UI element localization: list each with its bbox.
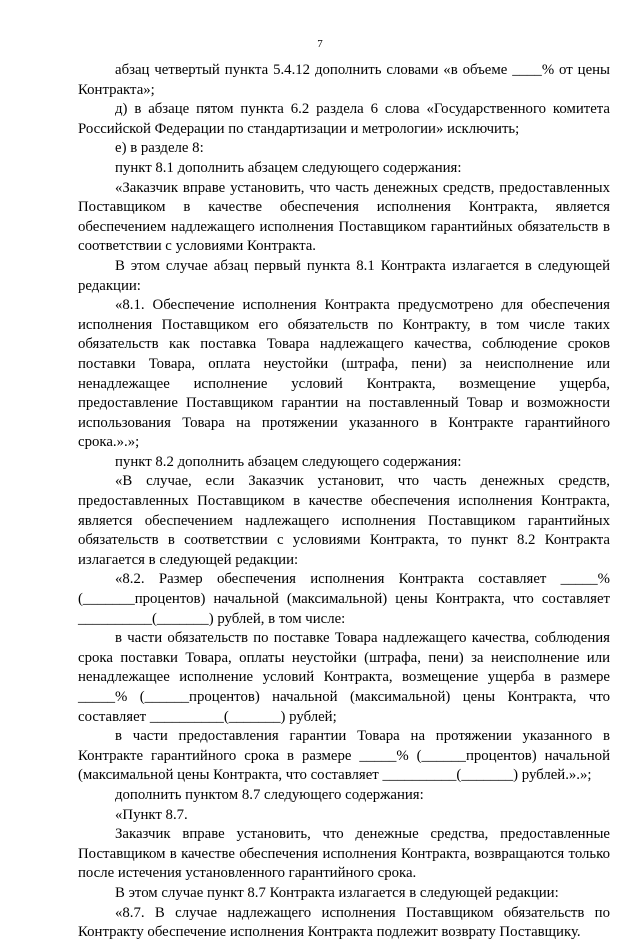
paragraph-8-2-intro: пункт 8.2 дополнить абзацем следующего содержания: (115, 453, 462, 470)
page-number: 7 (317, 38, 323, 50)
paragraph-8-1-case: В этом случае абзац первый пункта 8.1 Контракта излагается в следующей редакции: (78, 257, 610, 294)
paragraph-8-2-text: «8.2. Размер обеспечения исполнения Контракта составляет _____% (_______процентов) начальной (максимальной) цены Контракта, что составляет __________(_______) рублей, в том числе: (78, 571, 610, 627)
paragraph-8-2-addition: «В случае, если Заказчик установит, что часть денежных средств, предоставленных Поставщиком в качестве обеспечения исполнения Контракта, является обеспечением надлежащего исполнения Поставщиком гарантийных обязательств в соответствии с условиями Контракта, то пункт 8.2 Контракта излагается в следующей редакции: (78, 473, 610, 568)
paragraph-8-1-intro: пункт 8.1 дополнить абзацем следующего содержания: (115, 159, 462, 176)
paragraph-8-7-addition: Заказчик вправе установить, что денежные средства, предоставленные Поставщиком в качестве обеспечения исполнения Контракта, возвращаются только после истечения установленного гарантийного срока. (78, 826, 610, 882)
paragraph-amend-6-2: д) в абзаце пятом пункта 6.2 раздела 6 слова «Государственного комитета Российской Федерации по стандартизации и метрологии» исключить; (78, 101, 610, 137)
paragraph-amend-5-4-12: абзац четвертый пункта 5.4.12 дополнить словами «в объеме ____% от цены Контракта»; (78, 62, 610, 98)
paragraph-8-1-text: «8.1. Обеспечение исполнения Контракта предусмотрено для обеспечения исполнения Поставщиком его обязательств по Контракту, в том числе таких обязательств как поставка Товара надлежащего качества, соблюдение сроков поставки Товара, оплата неустойки (штрафа, пени) за неисполнение или ненадлежащее исполнение условий Контракта, возмещение ущерба, предоставление Поставщиком гарантии на поставленный Товар и возможности использования Товара на протяжении указанного в Контракте гарантийного срока.».»; (78, 297, 610, 451)
paragraph-8-7-case: В этом случае пункт 8.7 Контракта излагается в следующей редакции: (115, 884, 559, 901)
paragraph-8-7-heading: «Пункт 8.7. (115, 806, 188, 823)
paragraph-8-2-part-quality: в части обязательств по поставке Товара надлежащего качества, соблюдения срока поставки Товара, оплаты неустойки (штрафа, пени) за неисполнение или ненадлежащее исполнение условий Контракта, возмещение ущерба в размере _____% (______процентов) начальной (максимальной) цены Контракта, что составляет __________(_______) рублей; (78, 630, 610, 725)
paragraph-section-8: е) в разделе 8: (115, 140, 204, 157)
paragraph-8-7-intro: дополнить пунктом 8.7 следующего содержания: (115, 786, 424, 803)
document-body (78, 61, 610, 943)
paragraph-8-2-part-warranty: в части предоставления гарантии Товара на протяжении указанного в Контракте гарантийного срока в размере _____% (______процентов) начальной (максимальной цены Контракта, что составляет __________(_______) рублей.».»; (78, 728, 610, 784)
paragraph-8-1-addition: «Заказчик вправе установить, что часть денежных средств, предоставленных Поставщиком в качестве обеспечения исполнения Контракта, является обеспечением надлежащего исполнения Поставщиком гарантийных обязательств в соответствии с условиями Контракта. (78, 179, 610, 255)
paragraph-8-7-text: «8.7. В случае надлежащего исполнения Поставщиком обязательств по Контракту обеспечение исполнения Контракта подлежит возврату Поставщику. (78, 904, 610, 941)
